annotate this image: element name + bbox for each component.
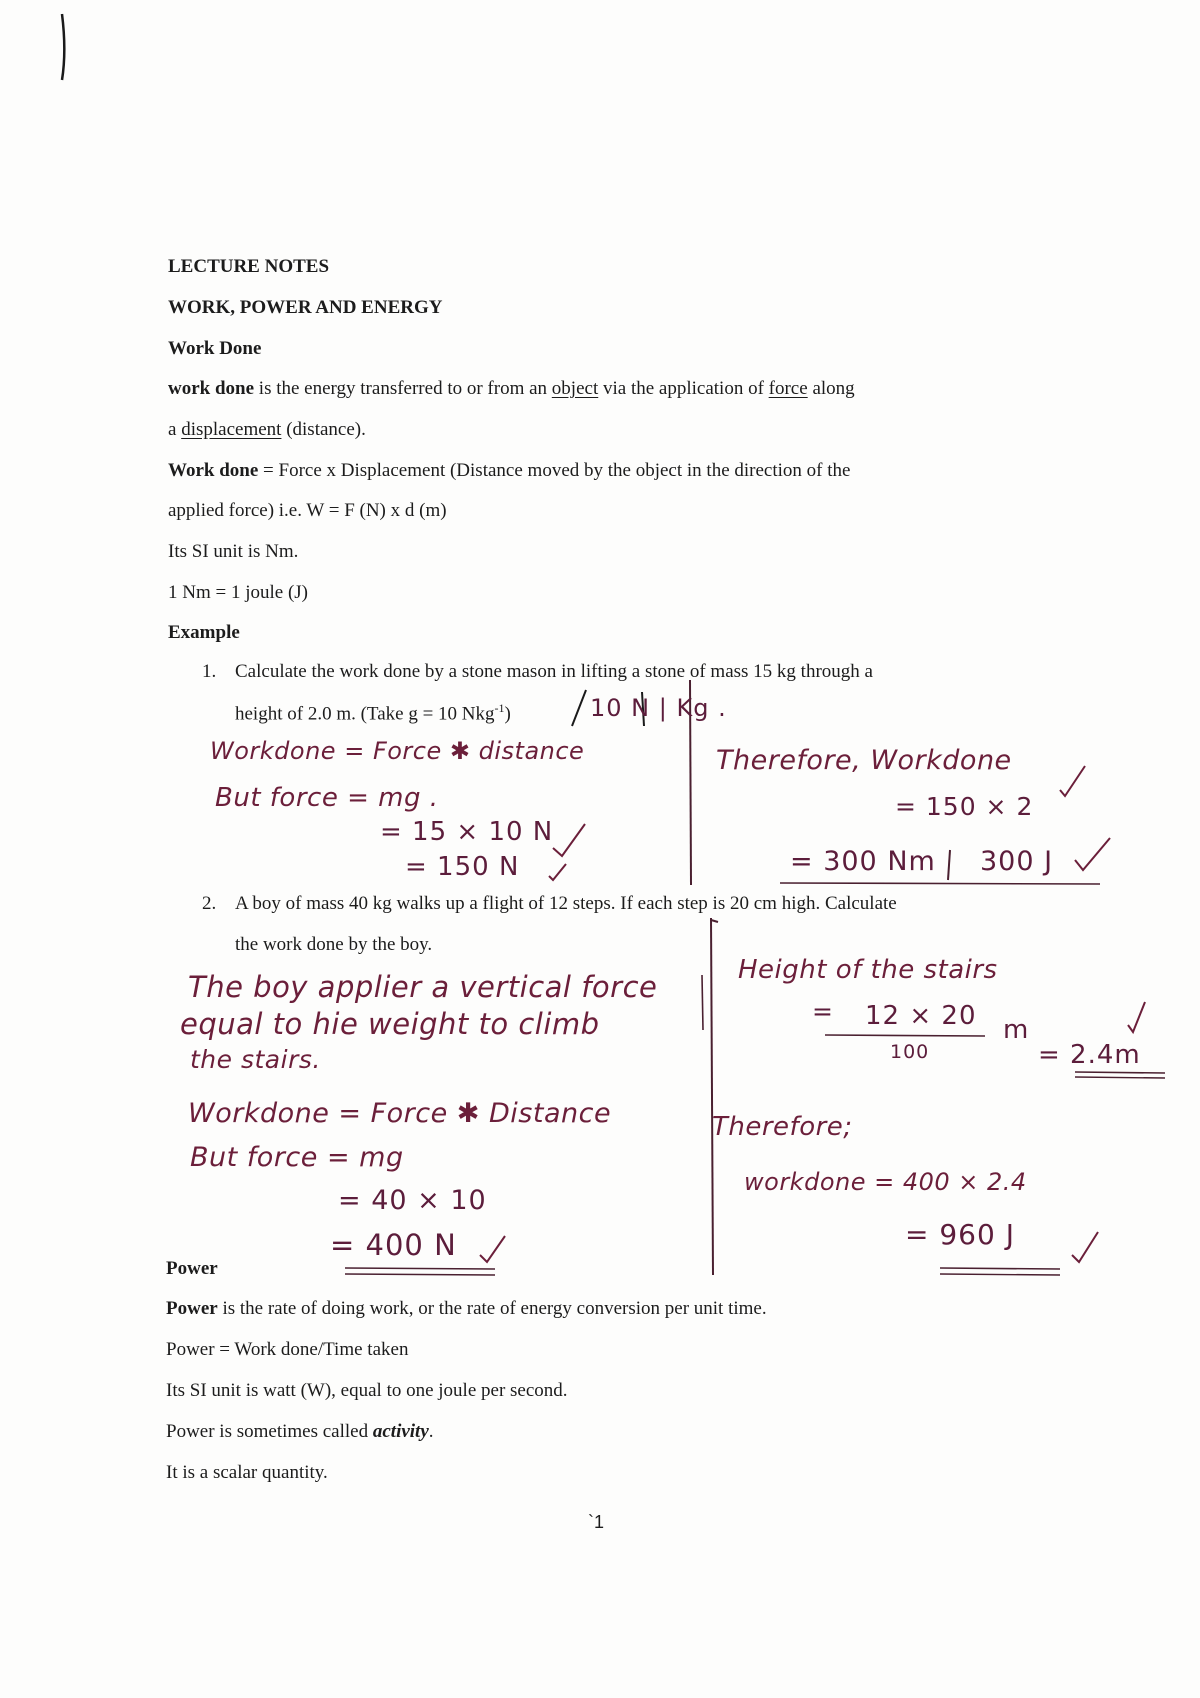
definition-line-2 — [168, 419, 366, 441]
definition-text: a — [168, 419, 182, 440]
margin-mark — [62, 14, 64, 80]
q1-work-line: Therefore, Workdone — [716, 745, 1012, 776]
formula-text: (Distance moved by the object in the direction of the — [449, 460, 851, 481]
q1-work-line: But force = mg . — [215, 783, 439, 813]
check-mark — [549, 864, 566, 880]
q2-number: 2. — [202, 893, 217, 914]
divider-hook — [711, 920, 718, 922]
power-unit: Its SI unit is watt (W), equal to one joule per second. — [166, 1380, 568, 1401]
q2-fraction-numerator: 12 × 20 — [865, 1001, 977, 1031]
q1-work-line: = 150 N — [405, 852, 520, 882]
formula-text: = Force x Displacement — [258, 460, 450, 481]
answer-underline — [780, 883, 1100, 884]
answer-underline — [940, 1268, 1060, 1269]
q2-work-line: Therefore; — [712, 1112, 853, 1142]
joule-text: 1 Nm = 1 joule (J) — [168, 582, 309, 603]
q1-work-line: = 15 × 10 N — [380, 817, 554, 847]
q1-text: ) — [504, 703, 511, 725]
power-text: . — [428, 1421, 434, 1442]
q2-fraction-unit: m — [1003, 1015, 1030, 1045]
q2-fraction-denominator: 100 — [890, 1041, 930, 1063]
lecture-title: LECTURE NOTES — [168, 256, 330, 277]
definition-text: along — [807, 378, 855, 399]
q2-work-line: = — [812, 997, 834, 1026]
check-mark — [1075, 838, 1110, 870]
answer-underline — [345, 1268, 495, 1269]
power-activity — [166, 1421, 434, 1443]
q2-line-1: A boy of mass 40 kg walks up a flight of 12 steps. If each step is 20 cm high. Calculate — [235, 893, 897, 914]
divider-line-q2 — [711, 918, 713, 1275]
definition-term: work done — [168, 378, 255, 399]
q2-work-line: equal to hie weight to climb — [180, 1007, 600, 1041]
object-link[interactable]: object — [551, 378, 599, 399]
formula-line-2: applied force) i.e. W = F (N) x d (m) — [168, 500, 447, 521]
definition-text: (distance). — [281, 419, 366, 440]
displacement-link[interactable]: displacement — [181, 419, 282, 440]
formula-line-1 — [168, 460, 850, 482]
q2-work-line: the stairs. — [190, 1045, 321, 1074]
definition-text: via the application of — [598, 378, 769, 399]
fraction-bar — [825, 1035, 985, 1036]
answer-underline — [345, 1274, 495, 1275]
power-term: Power — [166, 1298, 218, 1319]
q1-superscript: -1 — [494, 701, 505, 715]
q2-answer: = 960 J — [905, 1218, 1015, 1251]
power-formula: Power = Work done/Time taken — [166, 1339, 409, 1360]
example-heading: Example — [168, 622, 240, 643]
topic-title: WORK, POWER AND ENERGY — [168, 297, 443, 318]
answer-underline — [1075, 1072, 1165, 1073]
q1-work-line: Workdone = Force ✱ distance — [210, 737, 585, 765]
divider-note-slash — [572, 690, 586, 726]
q2-answer: = 2.4m — [1038, 1040, 1141, 1070]
q2-work-line: = 400 N — [330, 1228, 457, 1262]
power-text: is the rate of doing work, or the rate of energy conversion per unit time. — [217, 1298, 767, 1319]
answer-underline — [940, 1274, 1060, 1275]
q2-work-line: workdone = 400 × 2.4 — [744, 1168, 1027, 1196]
q2-work-line: Height of the stairs — [738, 955, 998, 985]
page-number: `1 — [588, 1512, 605, 1532]
definition-line-1 — [168, 378, 855, 400]
q2-line-2: the work done by the boy. — [235, 934, 433, 955]
si-unit-text: Its SI unit is Nm. — [168, 541, 299, 562]
formula-term: Work done — [168, 460, 259, 481]
force-link[interactable]: force — [768, 378, 808, 399]
q2-work-line: But force = mg — [190, 1142, 404, 1173]
left-bracket — [702, 975, 703, 1030]
section-heading: Work Done — [168, 338, 262, 359]
power-definition — [166, 1298, 767, 1320]
q1-number: 1. — [202, 661, 217, 682]
q1-work-line: = 150 × 2 — [895, 792, 1034, 821]
q1-answer: 300 J — [980, 846, 1054, 877]
q1-line-1: Calculate the work done by a stone mason in lifting a stone of mass 15 kg through a — [235, 661, 873, 682]
answer-divider — [948, 850, 950, 880]
check-mark — [1060, 766, 1085, 796]
q2-work-line: The boy applier a vertical force — [188, 970, 658, 1004]
q1-note: 10 N | Kg . — [590, 694, 727, 722]
check-mark — [553, 824, 585, 856]
q1-line-2 — [235, 701, 511, 725]
q1-text: height of 2.0 m. (Take g = 10 Nkg — [235, 703, 495, 725]
q1-answer: = 300 Nm — [790, 846, 936, 877]
check-mark — [480, 1236, 505, 1262]
activity-term: activity — [372, 1421, 429, 1442]
q2-work-line: Workdone = Force ✱ Distance — [188, 1098, 612, 1129]
power-heading: Power — [166, 1258, 218, 1279]
answer-underline — [1075, 1077, 1165, 1078]
q2-work-line: = 40 × 10 — [338, 1185, 487, 1216]
definition-text: is the energy transferred to or from an — [254, 378, 552, 399]
check-mark — [1128, 1002, 1145, 1032]
power-text: Power is sometimes called — [166, 1421, 373, 1442]
power-scalar: It is a scalar quantity. — [166, 1462, 328, 1483]
check-mark — [1072, 1232, 1098, 1262]
